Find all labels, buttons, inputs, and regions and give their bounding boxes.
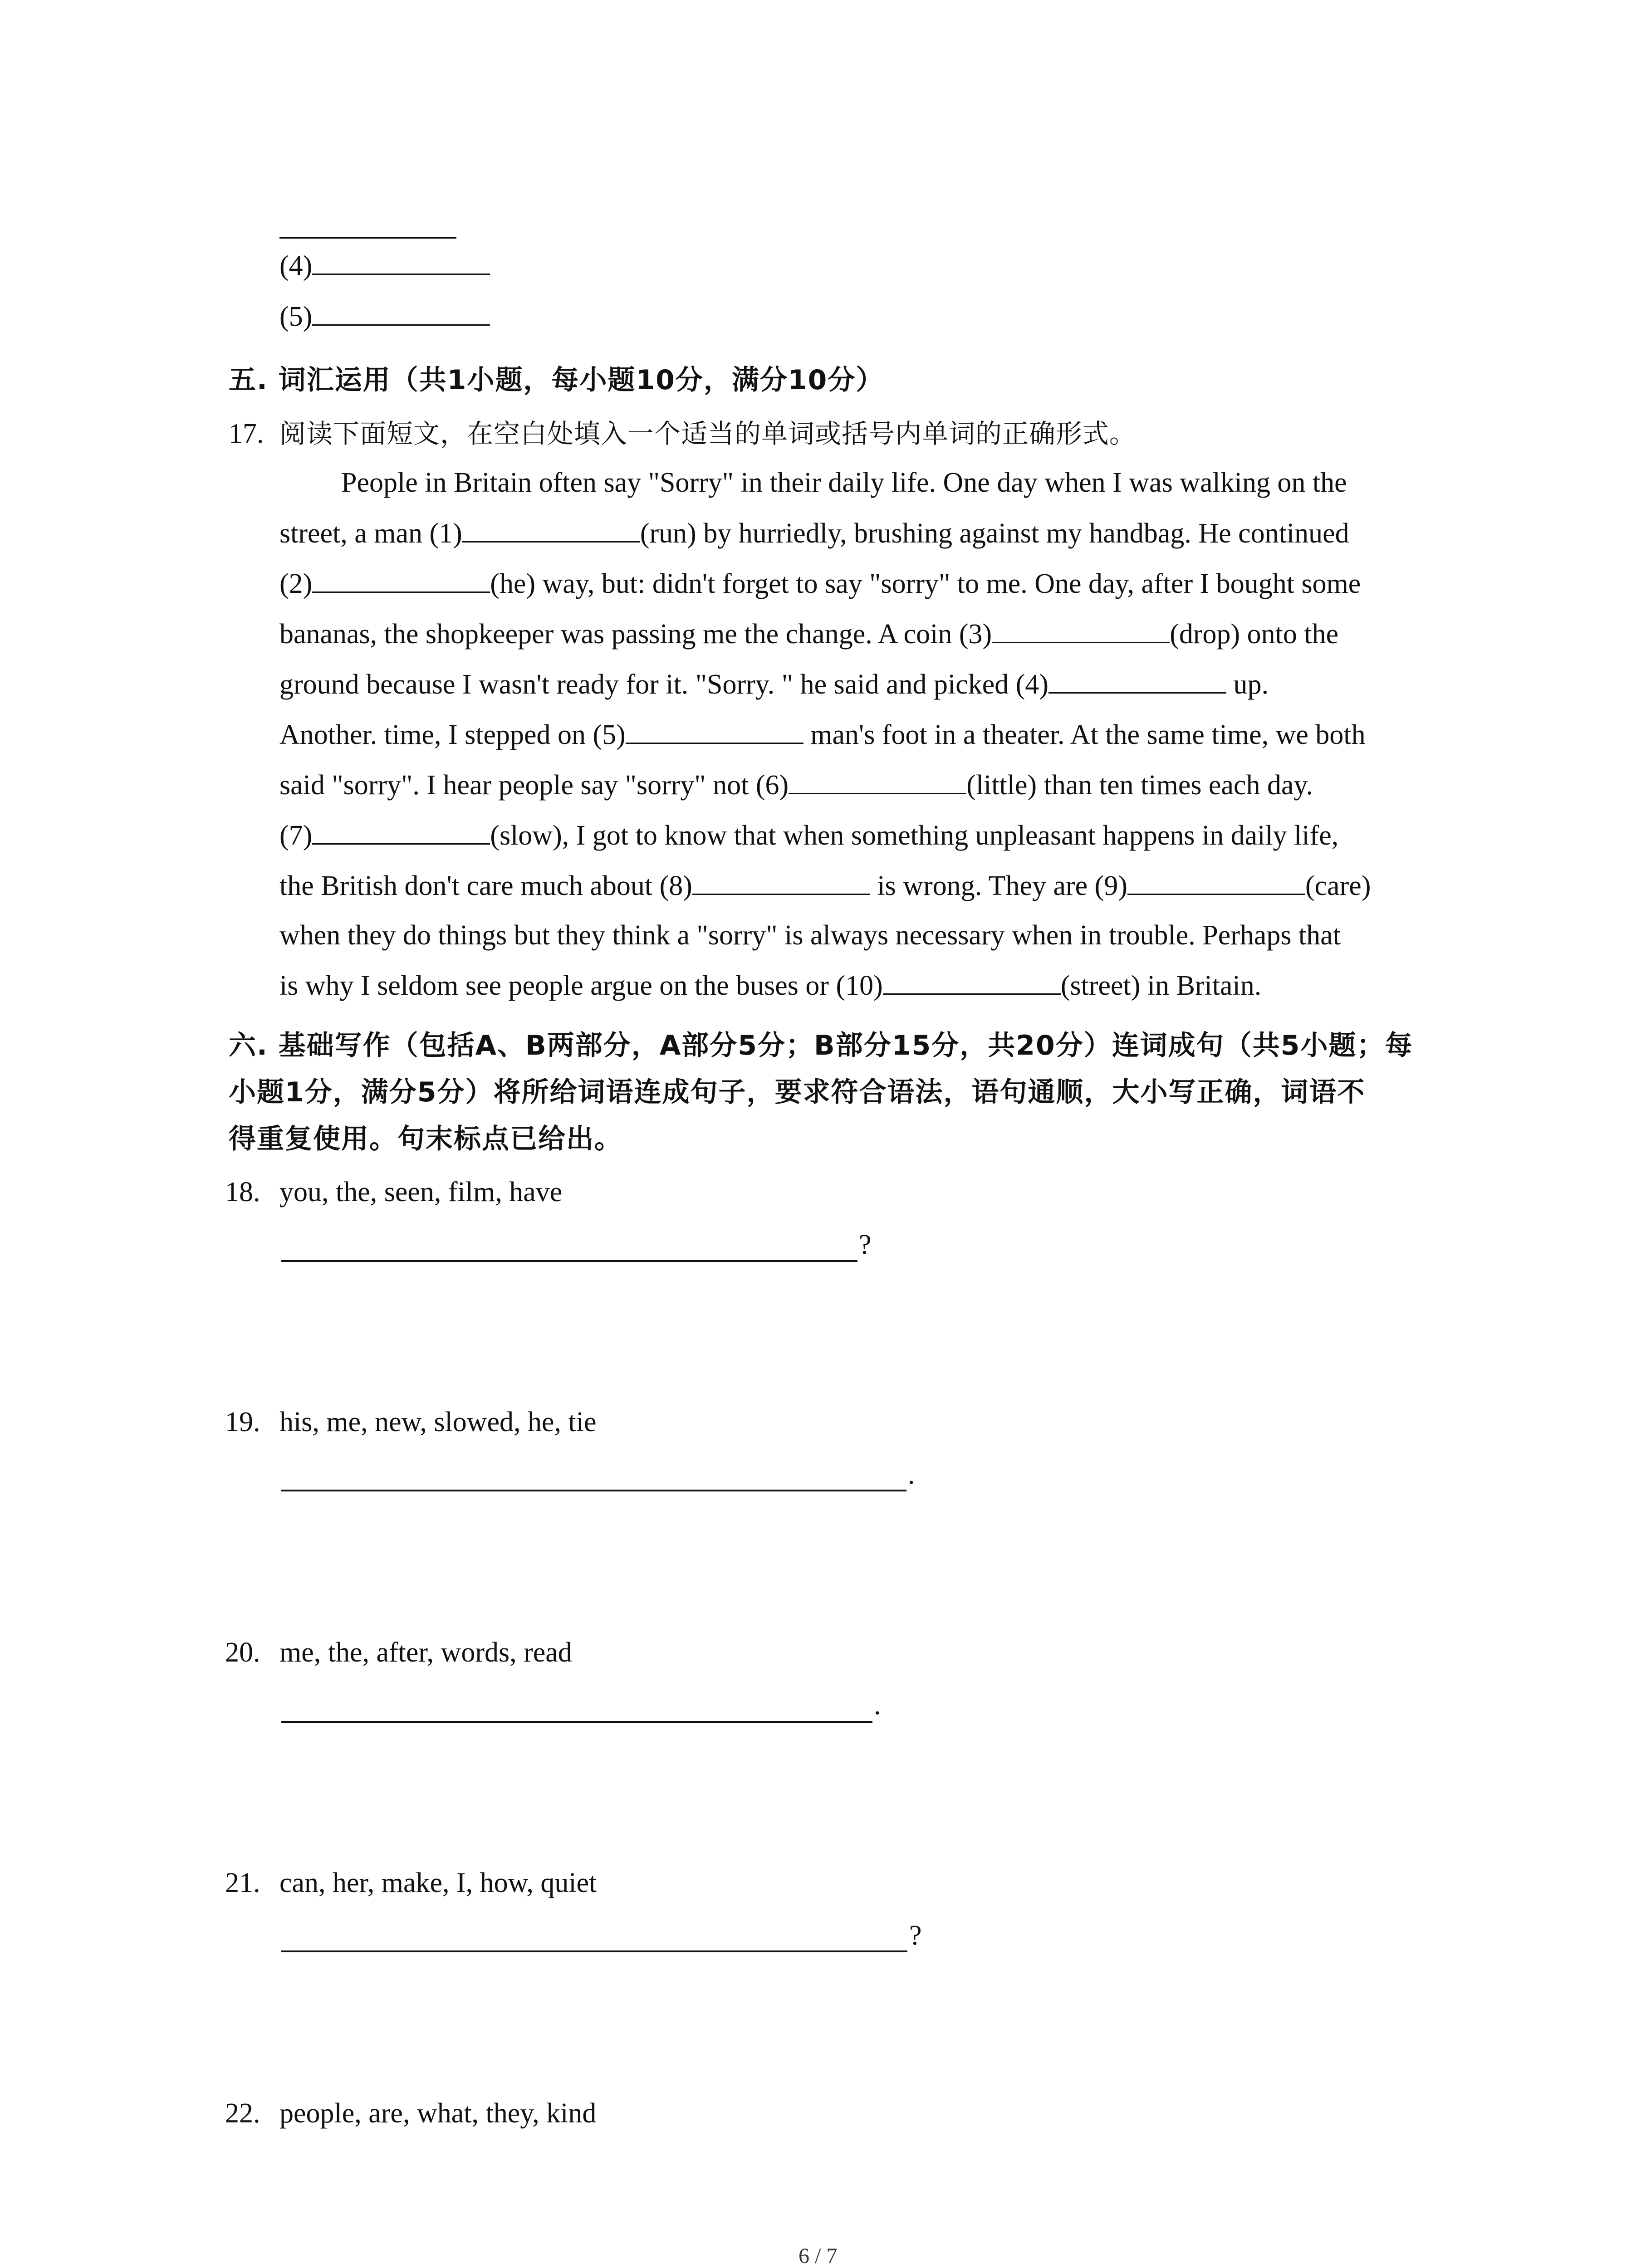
question-20-number: 20. <box>225 1637 260 1668</box>
answer-item-4-label: (4) <box>279 250 313 281</box>
passage-text: is why I seldom see people argue on the buses or (10) <box>279 970 883 1001</box>
question-17-instruction: 阅读下面短文，在空白处填入一个适当的单词或括号内单词的正确形式。 <box>279 418 1136 449</box>
passage-line-1 <box>341 469 1347 497</box>
passage-line-7 <box>279 771 1313 799</box>
answer-punct-21: ? <box>909 1920 922 1951</box>
answer-punct-18: ? <box>859 1229 872 1260</box>
blank-3 <box>992 637 1170 643</box>
passage-text: up. <box>1226 669 1269 700</box>
answer-line-20 <box>281 1721 872 1723</box>
question-21-words: can, her, make, I, how, quiet <box>279 1867 597 1898</box>
question-18-number: 18. <box>225 1177 260 1207</box>
answer-item-4 <box>279 252 490 280</box>
passage-text: man's foot in a theater. At the same time, we both <box>803 719 1366 750</box>
section-6-heading-line-1: 六. 基础写作（包括A、B两部分，A部分5分；B部分15分，共20分）连词成句（共5小题；每 <box>229 1030 1413 1061</box>
passage-text: (2) <box>279 568 313 599</box>
passage-text: (little) than ten times each day. <box>966 770 1313 801</box>
passage-text: is wrong. They are (9) <box>870 870 1127 901</box>
answer-line-19 <box>281 1490 906 1491</box>
answer-punct-20: . <box>874 1690 881 1721</box>
blank-6 <box>789 788 966 794</box>
answer-item-5-label: (5) <box>279 301 313 332</box>
passage-text: Another. time, I stepped on (5) <box>279 719 626 750</box>
passage-text: (he) way, but: didn't forget to say "sorry" to me. One day, after I bought some <box>490 568 1361 599</box>
question-17-number: 17. <box>229 418 264 449</box>
passage-text: street, a man (1) <box>279 518 462 549</box>
passage-text: (street) in Britain. <box>1060 970 1262 1001</box>
passage-line-5 <box>279 670 1269 699</box>
question-22-words: people, are, what, they, kind <box>279 2098 597 2129</box>
section-6-heading-line-3: 得重复使用。句末标点已给出。 <box>229 1123 622 1155</box>
section-5-heading: 五. 词汇运用（共1小题，每小题10分，满分10分） <box>229 364 884 396</box>
passage-line-9 <box>279 872 1371 900</box>
passage-line-2 <box>279 519 1349 547</box>
passage-text: said "sorry". I hear people say "sorry" not (6) <box>279 770 789 801</box>
blank-2 <box>312 587 490 593</box>
answer-line-prev <box>279 237 456 239</box>
page-number: 6 / 7 <box>798 2244 838 2268</box>
passage-text: (slow), I got to know that when something unpleasant happens in daily life, <box>490 820 1339 851</box>
passage-text: bananas, the shopkeeper was passing me the change. A coin (3) <box>279 619 992 650</box>
passage-text: ground because I wasn't ready for it. "Sorry. " he said and picked (4) <box>279 669 1049 700</box>
passage-text: (run) by hurriedly, brushing against my handbag. He continued <box>640 518 1349 549</box>
blank-9 <box>1127 889 1305 895</box>
answer-line-18 <box>281 1260 857 1262</box>
passage-text: when they do things but they think a "sorry" is always necessary when in trouble. Perhaps that <box>279 920 1341 951</box>
question-21-number: 21. <box>225 1867 260 1898</box>
blank-8 <box>692 889 870 895</box>
answer-blank-5 <box>312 320 490 326</box>
passage-text: People in Britain often say "Sorry" in their daily life. One day when I was walking on the <box>341 467 1347 498</box>
passage-text: (drop) onto the <box>1170 619 1339 650</box>
passage-text: (care) <box>1305 870 1371 901</box>
passage-line-10 <box>279 921 1341 949</box>
passage-line-6 <box>279 721 1366 749</box>
section-6-heading-line-2: 小题1分，满分5分）将所给词语连成句子，要求符合语法，语句通顺，大小写正确，词语不 <box>229 1076 1366 1108</box>
question-19-words: his, me, new, slowed, he, tie <box>279 1407 597 1437</box>
passage-line-4 <box>279 620 1338 648</box>
blank-10 <box>883 989 1061 995</box>
question-18-words: you, the, seen, film, have <box>279 1177 563 1207</box>
passage-text: (7) <box>279 820 313 851</box>
answer-blank-4 <box>312 269 490 275</box>
passage-line-8 <box>279 821 1338 850</box>
answer-line-21 <box>281 1950 907 1952</box>
passage-line-11 <box>279 972 1261 1000</box>
question-20-words: me, the, after, words, read <box>279 1637 572 1668</box>
passage-text: the British don't care much about (8) <box>279 870 692 901</box>
blank-4 <box>1048 688 1226 694</box>
blank-7 <box>312 839 490 845</box>
answer-item-5 <box>279 303 490 331</box>
blank-1 <box>462 537 640 543</box>
question-19-number: 19. <box>225 1407 260 1437</box>
question-22-number: 22. <box>225 2098 260 2129</box>
blank-5 <box>626 738 803 744</box>
passage-line-3 <box>279 570 1361 598</box>
answer-punct-19: . <box>908 1459 915 1490</box>
